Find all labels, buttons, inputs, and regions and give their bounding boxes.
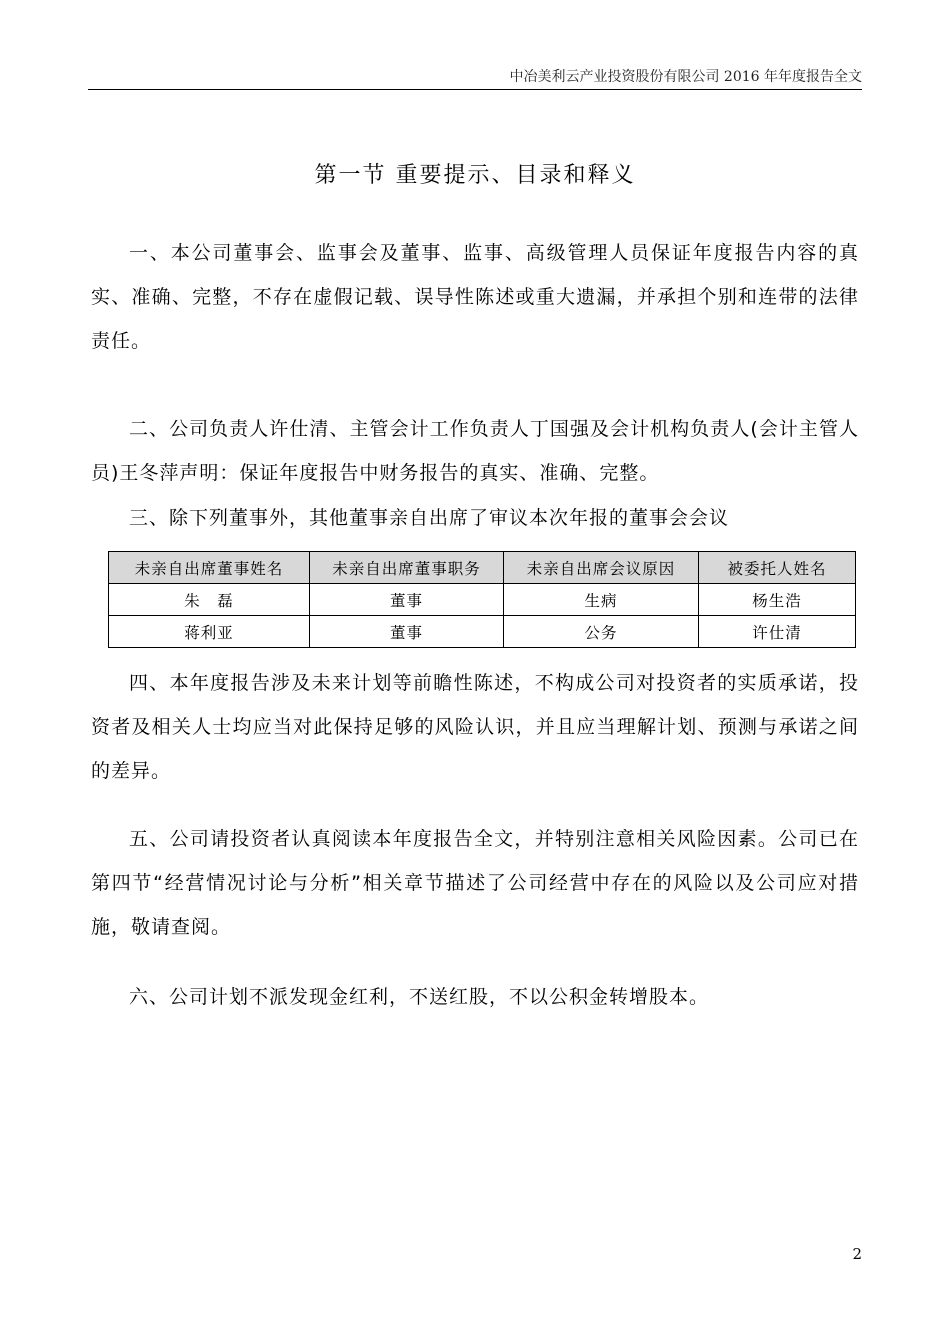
table-cell: 董事	[310, 584, 504, 616]
notice-paragraph-4: 四、本年度报告涉及未来计划等前瞻性陈述，不构成公司对投资者的实质承诺，投资者及相关人士均应当对此保持足够的风险认识，并且应当理解计划、预测与承诺之间的差异。	[91, 672, 859, 782]
notice-paragraph-1: 一、本公司董事会、监事会及董事、监事、高级管理人员保证年度报告内容的真实、准确、完整，不存在虚假记载、误导性陈述或重大遗漏，并承担个别和连带的法律责任。	[91, 242, 859, 352]
page-number: 2	[852, 1245, 862, 1263]
table-cell: 朱 磊	[109, 584, 310, 616]
table-cell: 董事	[310, 616, 504, 648]
notice-paragraph-3: 三、除下列董事外，其他董事亲自出席了审议本次年报的董事会会议	[129, 507, 730, 529]
header-divider	[88, 89, 862, 90]
table-cell: 许仕清	[699, 616, 856, 648]
table-row	[109, 584, 856, 616]
table-header-cell: 被委托人姓名	[699, 552, 856, 584]
table-header-cell: 未亲自出席董事姓名	[109, 552, 310, 584]
table-cell: 公务	[504, 616, 699, 648]
notice-paragraph-2: 二、公司负责人许仕清、主管会计工作负责人丁国强及会计机构负责人(会计主管人员)王冬萍声明：保证年度报告中财务报告的真实、准确、完整。	[91, 418, 859, 484]
absent-directors-table	[108, 551, 856, 648]
table-header-cell: 未亲自出席会议原因	[504, 552, 699, 584]
section-title: 第一节 重要提示、目录和释义	[314, 163, 636, 188]
table-header-row	[109, 552, 856, 584]
table-row	[109, 616, 856, 648]
notice-paragraph-6: 六、公司计划不派发现金红利，不送红股，不以公积金转增股本。	[129, 986, 710, 1008]
notice-paragraph-5: 五、公司请投资者认真阅读本年度报告全文，并特别注意相关风险因素。公司已在第四节“经营情况讨论与分析”相关章节描述了公司经营中存在的风险以及公司应对措施，敬请查阅。	[91, 828, 859, 938]
table-cell: 杨生浩	[699, 584, 856, 616]
running-header: 中冶美利云产业投资股份有限公司 2016 年年度报告全文	[509, 69, 862, 85]
table-cell: 蒋利亚	[109, 616, 310, 648]
table-header-cell: 未亲自出席董事职务	[310, 552, 504, 584]
table-cell: 生病	[504, 584, 699, 616]
